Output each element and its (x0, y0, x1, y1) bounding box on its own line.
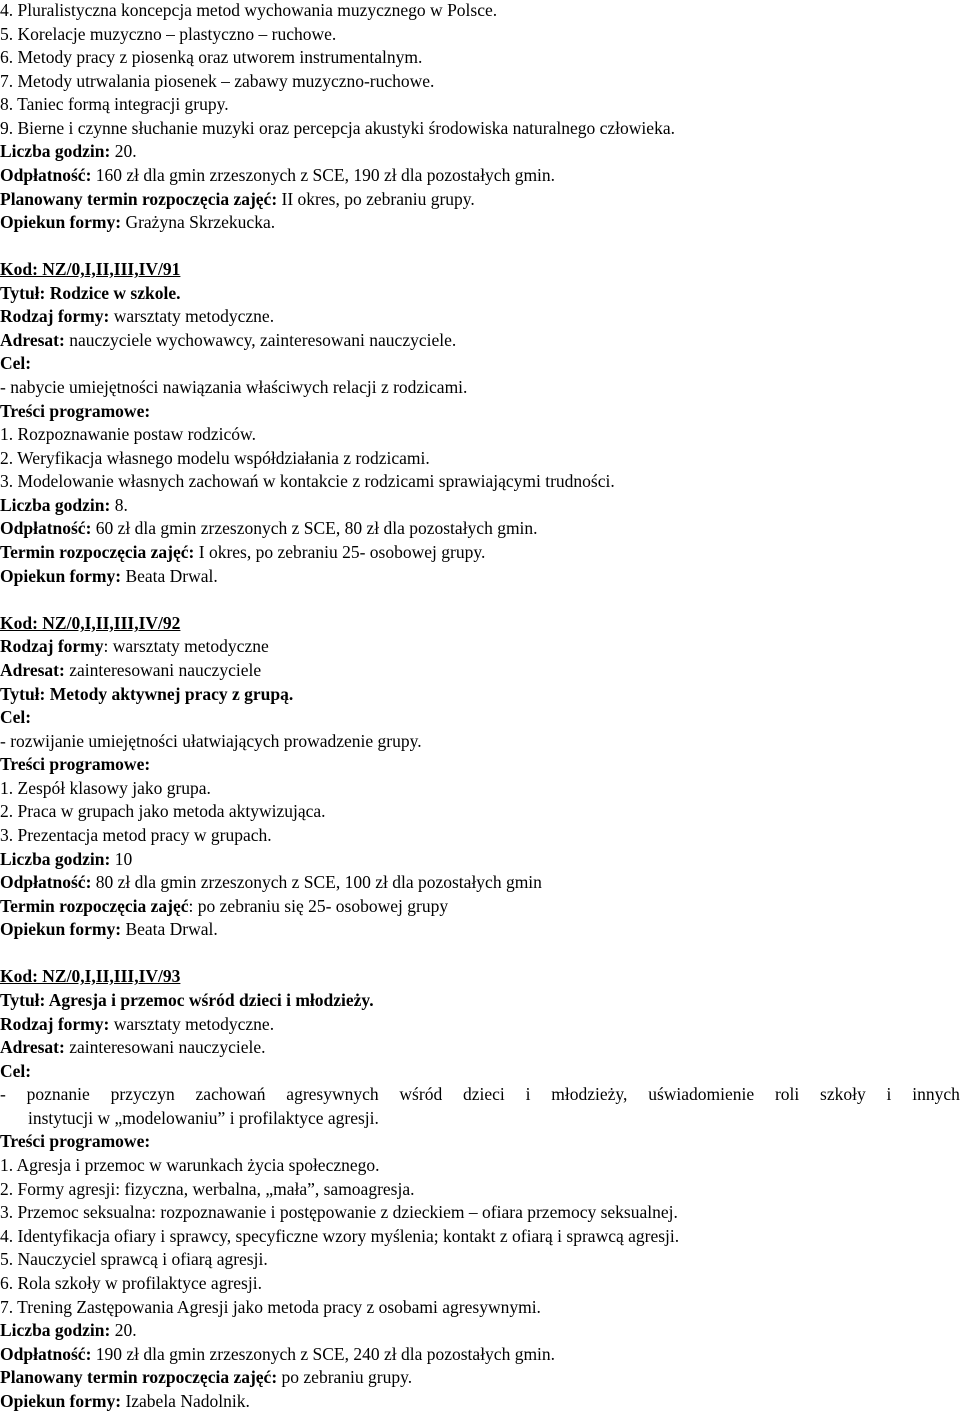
addressee-label: Adresat: (0, 660, 65, 680)
start-value: : po zebraniu się 25- osobowej grupy (188, 896, 449, 916)
goal-item (0, 1084, 960, 1105)
hours-label: Liczba godzin: (0, 1320, 111, 1340)
fee-value: 190 zł dla gmin zrzeszonych z SCE, 240 zł dla pozostałych gmin. (91, 1344, 556, 1364)
start-line (0, 896, 448, 917)
content-item: 3. Prezentacja metod pracy w grupach. (0, 825, 272, 845)
start-label: Planowany termin rozpoczęcia zajęć: (0, 1367, 278, 1387)
goal-word: szkoły (820, 1084, 866, 1104)
tutor-value: Grażyna Skrzekucka. (121, 212, 276, 232)
goal-label: Cel: (0, 1061, 32, 1081)
form-value: warsztaty metodyczne. (109, 306, 275, 326)
fee-label: Odpłatność: (0, 165, 92, 185)
content-item: 2. Weryfikacja własnego modelu współdziałania z rodzicami. (0, 448, 430, 468)
course-code: Kod: NZ/0,I,II,III,IV/92 (0, 613, 181, 633)
start-line (0, 189, 475, 210)
start-label: Termin rozpoczęcia zajęć: (0, 542, 195, 562)
course-code: Kod: NZ/0,I,II,III,IV/91 (0, 259, 181, 279)
goal-item: - rozwijanie umiejętności ułatwiających prowadzenie grupy. (0, 731, 422, 751)
goal-item: - nabycie umiejętności nawiązania właściwych relacji z rodzicami. (0, 377, 468, 397)
fee-value: 80 zł dla gmin zrzeszonych z SCE, 100 zł dla pozostałych gmin (91, 872, 542, 892)
content-item: 3. Przemoc seksualna: rozpoznawanie i postępowanie z dzieckiem – ofiara przemocy seksualnej. (0, 1202, 678, 1222)
content-item: 6. Rola szkoły w profilaktyce agresji. (0, 1273, 262, 1293)
tutor-value: Beata Drwal. (121, 566, 218, 586)
fee-label: Odpłatność: (0, 1344, 92, 1364)
list-item: 4. Pluralistyczna koncepcja metod wychowania muzycznego w Polsce. (0, 0, 498, 20)
form-label: Rodzaj formy (0, 636, 104, 656)
content-item: 2. Praca w grupach jako metoda aktywizująca. (0, 801, 326, 821)
hours-line (0, 1320, 137, 1341)
tutor-label: Opiekun formy: (0, 1391, 122, 1411)
list-item: 8. Taniec formą integracji grupy. (0, 94, 229, 114)
hours-line (0, 849, 132, 870)
goal-word: młodzieży, (551, 1084, 628, 1104)
start-line (0, 1367, 412, 1388)
course-title: Tytuł: Agresja i przemoc wśród dzieci i młodzieży. (0, 990, 374, 1010)
form-line (0, 306, 274, 327)
list-item: 9. Bierne i czynne słuchanie muzyki oraz percepcja akustyki środowiska naturalnego człowieka. (0, 118, 675, 138)
goal-word: i (525, 1084, 531, 1104)
hours-line (0, 495, 128, 516)
fee-label: Odpłatność: (0, 518, 92, 538)
start-value: II okres, po zebraniu grupy. (277, 189, 475, 209)
goal-word: uświadomienie (648, 1084, 755, 1104)
goal-word: i (886, 1084, 892, 1104)
goal-word: dzieci (463, 1084, 505, 1104)
list-item: 5. Korelacje muzyczno – plastyczno – ruchowe. (0, 24, 337, 44)
start-value: po zebraniu grupy. (277, 1367, 413, 1387)
fee-line (0, 165, 555, 186)
list-item: 6. Metody pracy z piosenką oraz utworem instrumentalnym. (0, 47, 423, 67)
addressee-line (0, 660, 261, 681)
fee-value: 60 zł dla gmin zrzeszonych z SCE, 80 zł dla pozostałych gmin. (91, 518, 538, 538)
content-item: 3. Modelowanie własnych zachowań w kontakcie z rodzicami sprawiającymi trudności. (0, 471, 615, 491)
content-item: 1. Zespół klasowy jako grupa. (0, 778, 211, 798)
hours-value: 10 (110, 849, 133, 869)
goal-label: Cel: (0, 707, 32, 727)
goal-word: agresywnych (286, 1084, 379, 1104)
addressee-value: nauczyciele wychowawcy, zainteresowani nauczyciele. (64, 330, 457, 350)
goal-word: innych (912, 1084, 960, 1104)
start-value: I okres, po zebraniu 25- osobowej grupy. (194, 542, 486, 562)
goal-label: Cel: (0, 353, 32, 373)
tutor-line (0, 1391, 250, 1412)
form-value: : warsztaty metodyczne (103, 636, 269, 656)
goal-item-continuation: instytucji w „modelowaniu” i profilaktyce agresji. (28, 1108, 379, 1128)
content-item: 1. Agresja i przemoc w warunkach życia społecznego. (0, 1155, 380, 1175)
addressee-value: zainteresowani nauczyciele. (64, 1037, 266, 1057)
addressee-value: zainteresowani nauczyciele (64, 660, 262, 680)
addressee-label: Adresat: (0, 1037, 65, 1057)
course-code: Kod: NZ/0,I,II,III,IV/93 (0, 966, 181, 986)
fee-line (0, 1344, 555, 1365)
tutor-line (0, 566, 218, 587)
content-item: 4. Identyfikacja ofiary i sprawcy, specyficzne wzory myślenia; kontakt z ofiarą i sprawcą agresji. (0, 1226, 680, 1246)
fee-line (0, 872, 542, 893)
form-line (0, 1014, 274, 1035)
addressee-label: Adresat: (0, 330, 65, 350)
addressee-line (0, 1037, 265, 1058)
tutor-value: Izabela Nadolnik. (121, 1391, 250, 1411)
start-line (0, 542, 485, 563)
hours-label: Liczba godzin: (0, 849, 111, 869)
goal-word: wśród (399, 1084, 443, 1104)
goal-word: poznanie (26, 1084, 90, 1104)
course-title: Tytuł: Rodzice w szkole. (0, 283, 181, 303)
content-item: 5. Nauczyciel sprawcą i ofiarą agresji. (0, 1249, 268, 1269)
tutor-line (0, 212, 275, 233)
tutor-label: Opiekun formy: (0, 566, 122, 586)
form-line (0, 636, 269, 657)
fee-label: Odpłatność: (0, 872, 92, 892)
addressee-line (0, 330, 456, 351)
fee-value: 160 zł dla gmin zrzeszonych z SCE, 190 zł dla pozostałych gmin. (91, 165, 556, 185)
tutor-value: Beata Drwal. (121, 919, 218, 939)
hours-label: Liczba godzin: (0, 141, 111, 161)
fee-line (0, 518, 538, 539)
content-label: Treści programowe: (0, 754, 151, 774)
goal-word: przyczyn (110, 1084, 175, 1104)
hours-label: Liczba godzin: (0, 495, 111, 515)
goal-word: zachowań (195, 1084, 266, 1104)
content-item: 1. Rozpoznawanie postaw rodziców. (0, 424, 256, 444)
goal-word: roli (774, 1084, 800, 1104)
tutor-label: Opiekun formy: (0, 212, 122, 232)
content-label: Treści programowe: (0, 401, 151, 421)
start-label: Termin rozpoczęcia zajęć (0, 896, 189, 916)
goal-word: - (0, 1084, 6, 1104)
hours-value: 20. (110, 1320, 137, 1340)
start-label: Planowany termin rozpoczęcia zajęć: (0, 189, 278, 209)
form-label: Rodzaj formy: (0, 1014, 110, 1034)
list-item: 7. Metody utrwalania piosenek – zabawy muzyczno-ruchowe. (0, 71, 435, 91)
form-value: warsztaty metodyczne. (109, 1014, 275, 1034)
tutor-line (0, 919, 218, 940)
hours-value: 8. (110, 495, 128, 515)
tutor-label: Opiekun formy: (0, 919, 122, 939)
content-item: 2. Formy agresji: fizyczna, werbalna, „mała”, samoagresja. (0, 1179, 415, 1199)
hours-value: 20. (110, 141, 137, 161)
content-item: 7. Trening Zastępowania Agresji jako metoda pracy z osobami agresywnymi. (0, 1297, 541, 1317)
content-label: Treści programowe: (0, 1131, 151, 1151)
course-title: Tytuł: Metody aktywnej pracy z grupą. (0, 684, 294, 704)
hours-line (0, 141, 137, 162)
form-label: Rodzaj formy: (0, 306, 110, 326)
